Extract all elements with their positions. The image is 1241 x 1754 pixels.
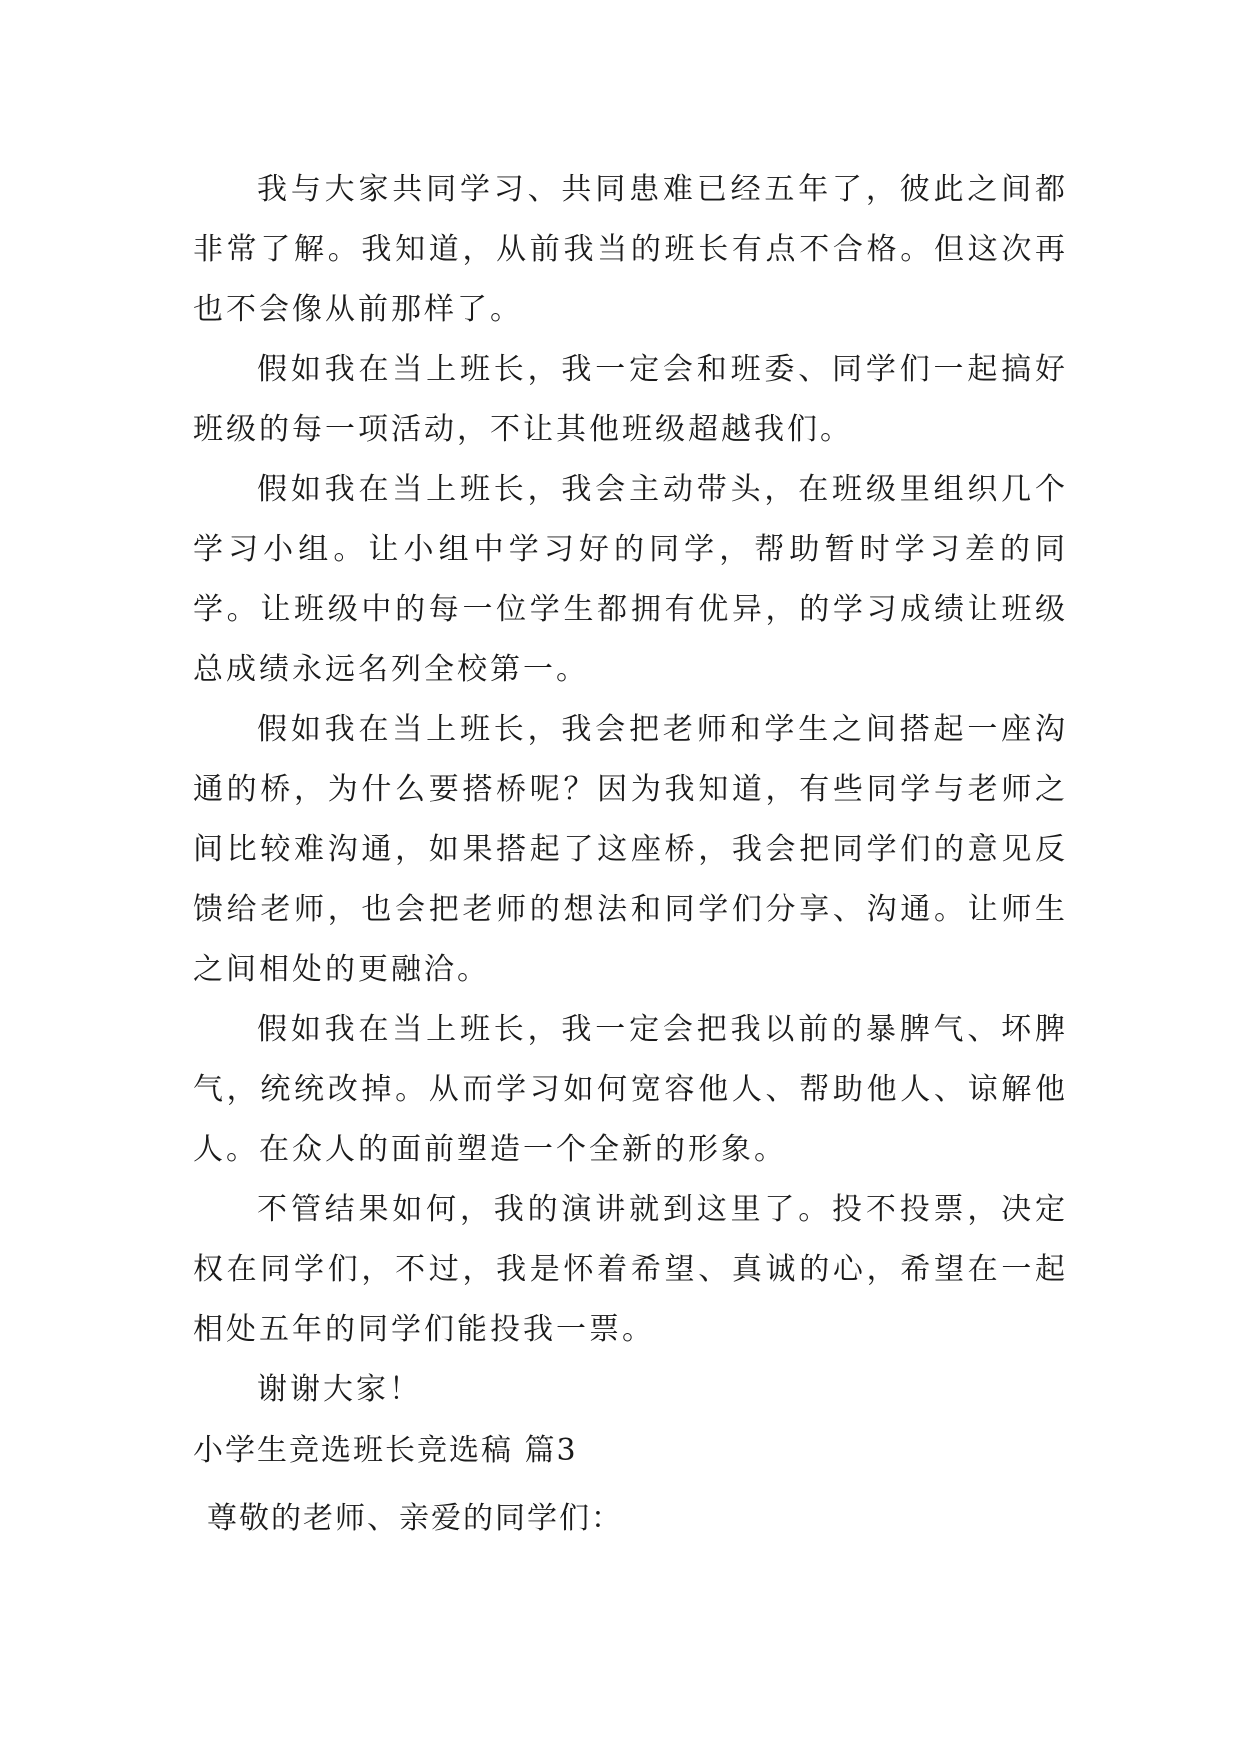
paragraph: 假如我在当上班长，我一定会和班委、同学们一起搞好班级的每一项活动，不让其他班级超越我们。	[193, 352, 1068, 447]
section-title: 小学生竞选班长竞选稿 篇3	[193, 1433, 578, 1468]
paragraph: 假如我在当上班长，我会把老师和学生之间搭起一座沟通的桥，为什么要搭桥呢？因为我知道，有些同学与老师之间比较难沟通，如果搭起了这座桥，我会把同学们的意见反馈给老师，也会把老师的想法和同学们分享、沟通。让师生之间相处的更融洽。	[193, 712, 1068, 987]
salutation: 尊敬的老师、亲爱的同学们：	[207, 1501, 623, 1536]
paragraph: 假如我在当上班长，我会主动带头，在班级里组织几个学习小组。让小组中学习好的同学，帮助暂时学习差的同学。让班级中的每一位学生都拥有优异，的学习成绩让班级总成绩永远名列全校第一。	[193, 472, 1068, 687]
closing-thanks: 谢谢大家！	[257, 1372, 422, 1407]
paragraph: 不管结果如何，我的演讲就到这里了。投不投票，决定权在同学们，不过，我是怀着希望、真诚的心，希望在一起相处五年的同学们能投我一票。	[193, 1192, 1068, 1347]
document-body	[193, 160, 1068, 1420]
paragraph: 假如我在当上班长，我一定会把我以前的暴脾气、坏脾气，统统改掉。从而学习如何宽容他人、帮助他人、谅解他人。在众人的面前塑造一个全新的形象。	[193, 1012, 1068, 1167]
paragraph: 我与大家共同学习、共同患难已经五年了，彼此之间都非常了解。我知道，从前我当的班长有点不合格。但这次再也不会像从前那样了。	[193, 172, 1068, 327]
